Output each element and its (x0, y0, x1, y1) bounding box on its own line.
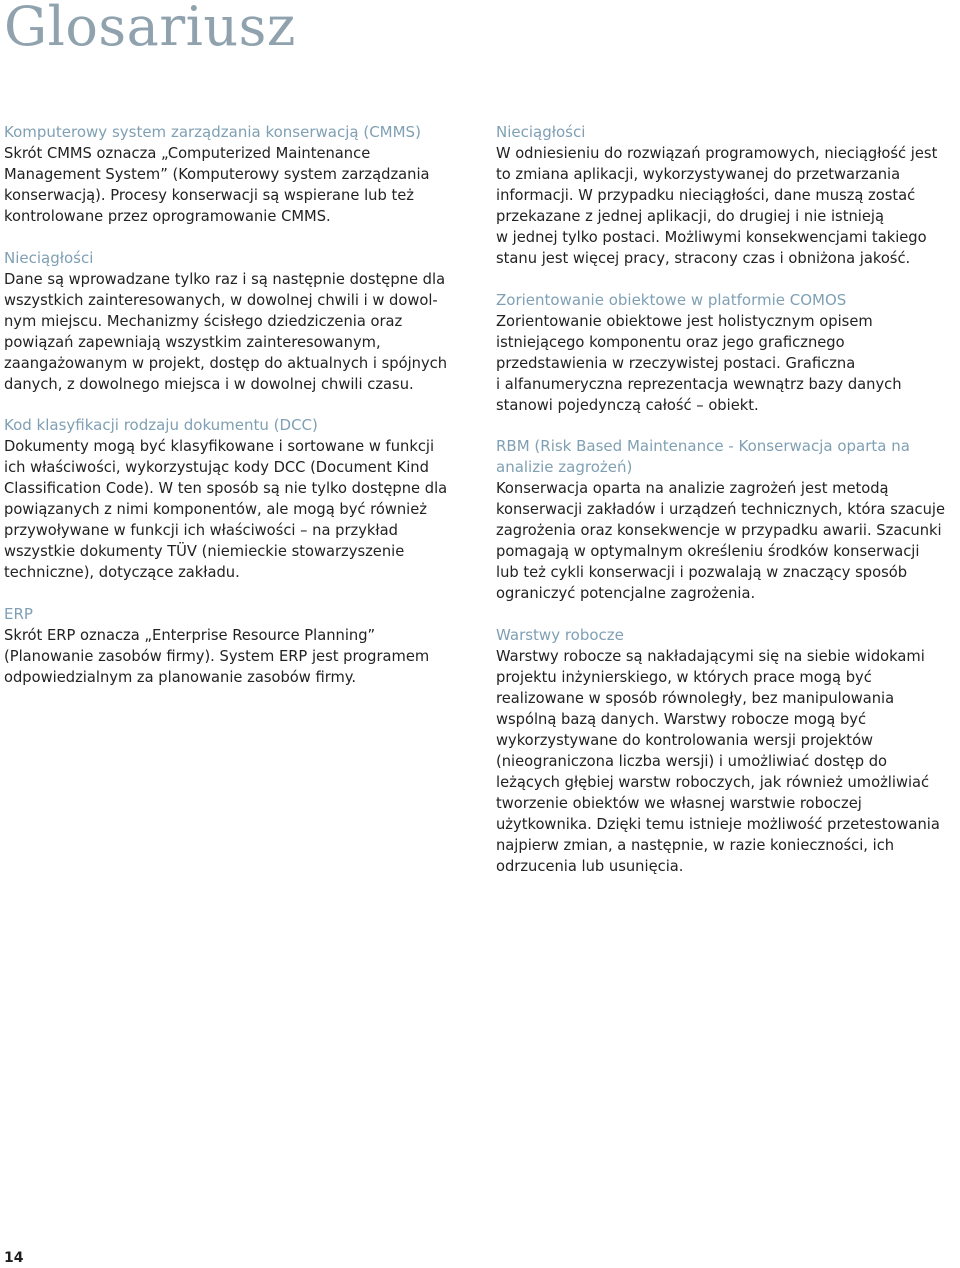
glossary-entry-rbm (496, 436, 958, 604)
entry-body: Dokumenty mogą być klasyfikowane i sortowane w funkcji ich właściwości, wykorzystując kody DCC (Document Kind Classification Code). W ten sposób są nie tylko dostępne dla powiązanych z nimi komponentów, ale mogą być również przywoływane w funkcji ich właściwości – na przykład wszystkie dokumenty TÜV (niemieckie stowarzyszenie techniczne), dotyczące zakładu. (4, 438, 448, 581)
entry-body: Konserwacja oparta na analizie zagrożeń jest metodą konserwacji zakładów i urządzeń technicznych, która szacuje zagrożenia oraz konsekwencje w przypadku awarii. Szacunki pomagają w optymalnym określeniu środków konserwacji lub też cykli konserwacji i pozwalają w znaczący sposób ograniczyć potencjalne zagrożenia. (496, 480, 946, 602)
glossary-entry-working-layers (496, 625, 958, 877)
right-column (496, 122, 958, 897)
entry-body: Skrót ERP oznacza „Enterprise Resource Planning” (Planowanie zasobów firmy). System ERP jest programem odpowiedzialnym za planowanie zasobów firmy. (4, 626, 430, 686)
entry-body: Zorientowanie obiektowe jest holistycznym opisem istniejącego komponentu oraz jego graficznego przedstawienia w rzeczywistej postaci. Graficzna i alfanumeryczna reprezentacja wewnątrz bazy danych stanowi pojedynczą całość – obiekt. (496, 312, 902, 414)
entry-heading: ERP (4, 604, 33, 623)
entry-heading: Warstwy robocze (496, 625, 624, 644)
entry-body: Warstwy robocze są nakładającymi się na siebie widokami projektu inżynierskiego, w których prace mogą być realizowane w sposób równoległy, bez manipulowania wspólną bazą danych. Warstwy robocze mogą być wykorzystywane do kontrolowania wersji projektów (nieograniczona liczba wersji) i umożliwiać dostęp do leżących głębiej warstw roboczych, jak również umożliwiać tworzenie obiektów we własnej warstwie roboczej użytkownika. Dzięki temu istnieje możliwość przetestowania najpierw zmian, a następnie, w razie konieczności, ich odrzucenia lub usunięcia. (496, 647, 940, 875)
entry-heading: Nieciągłości (496, 123, 586, 141)
page-number: 14 (4, 1250, 24, 1266)
glossary-entry-object-orientation (496, 290, 958, 416)
entry-body: W odniesieniu do rozwiązań programowych, nieciągłość jest to zmiana aplikacji, wykorzystywanej do przetwarzania informacji. W przypadku nieciągłości, dane muszą zostać przekazane z jednej aplikacji, do drugiej i nie istnieją w jednej tylko postaci. Możliwymi konsekwencjami takiego stanu jest więcej pracy, stracony czas i obniżona jakość. (496, 145, 938, 267)
glossary-entry-cmms (4, 122, 468, 227)
glossary-entry-discontinuities (4, 248, 468, 395)
glossary-entry-dcc (4, 415, 468, 583)
entry-body: Skrót CMMS oznacza „Computerized Maintenance Management System” (Komputerowy system zarządzania konserwacją). Procesy konserwacji są wspierane lub też kontrolowane przez oprogramowanie CMMS. (4, 145, 430, 225)
entry-heading: RBM (Risk Based Maintenance - Konserwacja oparta na analizie zagrożeń) (496, 437, 910, 476)
glossary-entry-erp (4, 604, 468, 688)
left-column (4, 122, 468, 708)
entry-heading: Nieciągłości (4, 248, 94, 267)
entry-body: Dane są wprowadzane tylko raz i są następnie dostępne dla wszystkich zainteresowanych, w dowolnej chwili i w dowol- nym miejscu. Mechanizmy ścisłego dziedziczenia oraz powiązań zapewniają wszystkim zainteresowanym, zaangażowanym w projekt, dostęp do aktualnych i spójnych danych, z dowolnego miejsca i w dowolnej chwili czasu. (4, 270, 448, 393)
glossary-entry-discontinuity-software (496, 122, 958, 269)
entry-heading: Kod klasyfikacji rodzaju dokumentu (DCC) (4, 416, 318, 434)
entry-heading: Zorientowanie obiektowe w platformie COMOS (496, 290, 847, 309)
entry-heading: Komputerowy system zarządzania konserwacją (CMMS) (4, 123, 421, 141)
page-title: Glosariusz (4, 0, 296, 58)
